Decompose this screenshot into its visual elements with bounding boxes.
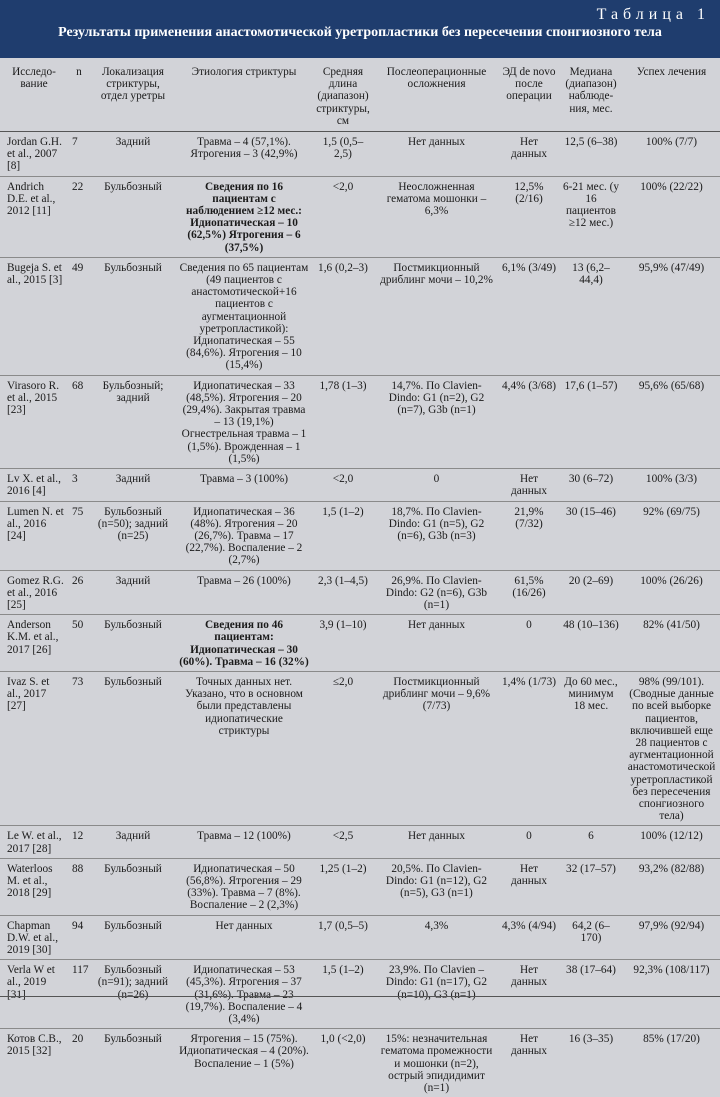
etiology-cell: Идиопатическая – 53 (45,3%). Ятрогения – 37 (31,6%). Травма – 23 (19,7%). Воспаление – 4 (3,4%) xyxy=(176,960,312,1029)
ed-cell: Нет данных xyxy=(499,1029,559,1097)
length-cell: 1,0 (<2,0) xyxy=(312,1029,374,1097)
success-cell: 100% (7/7) xyxy=(645,136,698,149)
etiology-cell: Сведения по 46 пациентам: Идиопатическая – 30 (60%). Травма – 16 (32%) xyxy=(176,615,312,672)
complications-cell: Постмикционный дриблинг мочи – 10,2% xyxy=(374,257,499,375)
success-cell: 98% (99/101). (Сводные данные по всей выборке пациентов, включившей еще 28 пациентов с аугментационной анастомотической уретропластикой без пересечения спонгиозного тела) xyxy=(623,671,720,825)
n-cell: 22 xyxy=(68,176,90,257)
n-cell: 7 xyxy=(72,136,78,149)
col-header-ed: ЭД de novo после операции xyxy=(499,58,559,132)
study-cell: Chapman D.W. et al., 2019 [30] xyxy=(0,915,68,960)
success-cell: 100% (3/3) xyxy=(623,469,720,501)
n-cell: 73 xyxy=(68,671,90,825)
success-cell: 92,3% (108/117) xyxy=(623,960,720,1029)
followup-cell: 32 (17–57) xyxy=(559,858,623,915)
study-cell: Lv X. et al., 2016 [4] xyxy=(0,469,68,501)
success-cell: 100% (26/26) xyxy=(623,570,720,615)
success-cell: 92% (69/75) xyxy=(623,501,720,570)
ed-cell: Нет данных xyxy=(499,858,559,915)
success-cell: 85% (17/20) xyxy=(623,1029,720,1097)
location-cell: Бульбозный xyxy=(90,671,176,825)
table-row xyxy=(0,176,720,257)
study-cell: Waterloos M. et al., 2018 [29] xyxy=(0,858,68,915)
etiology-cell: Травма – 4 (57,1%). Ятрогения – 3 (42,9%) xyxy=(190,136,298,161)
col-header-followup: Медиана (диапазон) наблюде-ния, мес. xyxy=(559,58,623,132)
complications-cell: 26,9%. По Clavien-Dindo: G2 (n=6), G3b (n=1) xyxy=(374,570,499,615)
table-row xyxy=(0,858,720,915)
complications-cell: 23,9%. По Clavien – Dindo: G1 (n=17), G2 (n=10), G3 (n=1) xyxy=(374,960,499,1029)
ed-cell: 61,5% (16/26) xyxy=(499,570,559,615)
table-row xyxy=(0,1029,720,1097)
col-header-study: Исследо-вание xyxy=(0,58,68,132)
n-cell: 94 xyxy=(68,915,90,960)
followup-cell: 17,6 (1–57) xyxy=(559,375,623,468)
complications-cell: 4,3% xyxy=(374,915,499,960)
study-cell: Котов С.В., 2015 [32] xyxy=(0,1029,68,1097)
complications-cell: 0 xyxy=(374,469,499,501)
length-cell: <2,0 xyxy=(312,469,374,501)
etiology-cell: Ятрогения – 15 (75%). Идиопатическая – 4 (20%). Воспаление – 1 (5%) xyxy=(176,1029,312,1097)
success-cell: 93,2% (82/88) xyxy=(623,858,720,915)
length-cell: <2,0 xyxy=(312,176,374,257)
study-cell: Bugeja S. et al., 2015 [3] xyxy=(0,257,68,375)
complications-cell: 20,5%. По Clavien-Dindo: G1 (n=12), G2 (n=5), G3 (n=1) xyxy=(374,858,499,915)
table-row xyxy=(0,671,720,825)
etiology-cell: Травма – 12 (100%) xyxy=(176,826,312,858)
n-cell: 12 xyxy=(68,826,90,858)
followup-cell: 20 (2–69) xyxy=(559,570,623,615)
complications-cell: 14,7%. По Clavien-Dindo: G1 (n=2), G2 (n=7), G3b (n=1) xyxy=(374,375,499,468)
etiology-cell: Травма – 3 (100%) xyxy=(176,469,312,501)
table-row xyxy=(0,960,720,1029)
ed-cell: 1,4% (1/73) xyxy=(499,671,559,825)
etiology-cell: Идиопатическая – 36 (48%). Ятрогения – 20 (26,7%). Травма – 17 (22,7%). Воспаление – 2 (2,7%) xyxy=(176,501,312,570)
length-cell: 1,5 (0,5–2,5) xyxy=(322,136,364,161)
n-cell: 88 xyxy=(68,858,90,915)
length-cell: 1,5 (1–2) xyxy=(312,960,374,1029)
complications-cell: 18,7%. По Clavien-Dindo: G1 (n=5), G2 (n=6), G3b (n=3) xyxy=(374,501,499,570)
complications-cell: Постмикционный дриблинг мочи – 9,6% (7/73) xyxy=(374,671,499,825)
ed-cell: Нет данных xyxy=(499,960,559,1029)
n-cell: 117 xyxy=(68,960,90,1029)
col-header-location: Локализация стриктуры, отдел уретры xyxy=(90,58,176,132)
success-cell: 100% (12/12) xyxy=(623,826,720,858)
ed-cell: Нет данных xyxy=(499,469,559,501)
length-cell: 1,6 (0,2–3) xyxy=(312,257,374,375)
success-cell: 95,6% (65/68) xyxy=(623,375,720,468)
table-bottom-rule xyxy=(0,996,720,997)
n-cell: 75 xyxy=(68,501,90,570)
etiology-cell: Сведения по 65 пациентам (49 пациентов с анастомотической+16 пациентов с аугментационной уретропластикой): Идиопатическая – 55 (84,6%). Ятрогения – 10 (15,4%) xyxy=(176,257,312,375)
location-cell: Бульбозный xyxy=(90,1029,176,1097)
etiology-cell: Нет данных xyxy=(176,915,312,960)
ed-cell: 12,5% (2/16) xyxy=(499,176,559,257)
location-cell: Бульбозный xyxy=(90,915,176,960)
length-cell: ≤2,0 xyxy=(312,671,374,825)
study-cell: Andrich D.E. et al., 2012 [11] xyxy=(0,176,68,257)
followup-cell: До 60 мес., минимум 18 мес. xyxy=(559,671,623,825)
ed-cell: 21,9% (7/32) xyxy=(499,501,559,570)
followup-cell: 48 (10–136) xyxy=(559,615,623,672)
location-cell: Задний xyxy=(90,570,176,615)
length-cell: 1,7 (0,5–5) xyxy=(312,915,374,960)
followup-cell: 30 (6–72) xyxy=(559,469,623,501)
table-row xyxy=(0,469,720,501)
location-cell: Бульбозный (n=50); задний (n=25) xyxy=(90,501,176,570)
complications-cell: Неосложненная гематома мошонки – 6,3% xyxy=(374,176,499,257)
complications-cell: Нет данных xyxy=(407,136,466,149)
length-cell: 1,5 (1–2) xyxy=(312,501,374,570)
followup-cell: 6-21 мес. (у 16 пациентов ≥12 мес.) xyxy=(559,176,623,257)
location-cell: Бульбозный (n=91); задний (n=26) xyxy=(90,960,176,1029)
table-header xyxy=(0,0,720,58)
col-header-complications: Послеоперационные осложнения xyxy=(374,58,499,132)
study-cell: Verla W et al., 2019 [31] xyxy=(0,960,68,1029)
table-label: Таблица 1 xyxy=(596,6,710,23)
success-cell: 97,9% (92/94) xyxy=(623,915,720,960)
etiology-cell: Точных данных нет. Указано, что в основном были представлены идиопатические стриктуры xyxy=(176,671,312,825)
location-cell: Задний xyxy=(90,826,176,858)
n-cell: 20 xyxy=(68,1029,90,1097)
study-cell: Anderson K.M. et al., 2017 [26] xyxy=(0,615,68,672)
col-header-success: Успех лечения xyxy=(623,58,720,132)
table-row xyxy=(0,132,720,177)
col-header-n: n xyxy=(68,58,90,132)
location-cell: Бульбозный xyxy=(90,615,176,672)
etiology-cell: Сведения по 16 пациентам с наблюдением ≥12 мес.: Идиопатическая – 10 (62,5%) Ятрогения – 6 (37,5%) xyxy=(176,176,312,257)
complications-cell: 15%: незначительная гематома промежности и мошонки (n=2), острый эпидидимит (n=1) xyxy=(374,1029,499,1097)
table-row xyxy=(0,826,720,858)
complications-cell: Нет данных xyxy=(374,826,499,858)
results-table xyxy=(0,58,720,1097)
success-cell: 82% (41/50) xyxy=(623,615,720,672)
success-cell: 95,9% (47/49) xyxy=(623,257,720,375)
col-header-length: Средняя длина (диапазон) стриктуры, см xyxy=(312,58,374,132)
col-header-etiology: Этиология стриктуры xyxy=(176,58,312,132)
table-row xyxy=(0,375,720,468)
table-row xyxy=(0,501,720,570)
n-cell: 26 xyxy=(68,570,90,615)
table-row xyxy=(0,915,720,960)
table-title: Результаты применения анастомотической уретропластики без пересечения спонгиозного тела xyxy=(58,25,662,40)
ed-cell: 4,3% (4/94) xyxy=(499,915,559,960)
n-cell: 49 xyxy=(68,257,90,375)
n-cell: 68 xyxy=(68,375,90,468)
study-cell: Lumen N. et al., 2016 [24] xyxy=(0,501,68,570)
length-cell: 2,3 (1–4,5) xyxy=(312,570,374,615)
n-cell: 50 xyxy=(68,615,90,672)
ed-cell: 0 xyxy=(499,615,559,672)
location-cell: Бульбозный xyxy=(90,858,176,915)
length-cell: 1,78 (1–3) xyxy=(312,375,374,468)
length-cell: <2,5 xyxy=(312,826,374,858)
followup-cell: 12,5 (6–38) xyxy=(564,136,618,149)
location-cell: Бульбозный xyxy=(90,257,176,375)
table-row xyxy=(0,257,720,375)
table-body xyxy=(0,132,720,1097)
study-cell: Gomez R.G. et al., 2016 [25] xyxy=(0,570,68,615)
ed-cell: 4,4% (3/68) xyxy=(499,375,559,468)
followup-cell: 64,2 (6–170) xyxy=(559,915,623,960)
complications-cell: Нет данных xyxy=(374,615,499,672)
location-cell: Бульбозный; задний xyxy=(90,375,176,468)
ed-cell: Нет данных xyxy=(510,136,548,161)
table-row xyxy=(0,570,720,615)
followup-cell: 38 (17–64) xyxy=(559,960,623,1029)
study-cell: Jordan G.H. et al., 2007 [8] xyxy=(7,136,62,173)
ed-cell: 6,1% (3/49) xyxy=(499,257,559,375)
followup-cell: 6 xyxy=(559,826,623,858)
followup-cell: 13 (6,2–44,4) xyxy=(559,257,623,375)
etiology-cell: Травма – 26 (100%) xyxy=(176,570,312,615)
ed-cell: 0 xyxy=(499,826,559,858)
column-header-row xyxy=(0,58,720,132)
followup-cell: 16 (3–35) xyxy=(559,1029,623,1097)
study-cell: Le W. et al., 2017 [28] xyxy=(0,826,68,858)
length-cell: 3,9 (1–10) xyxy=(312,615,374,672)
followup-cell: 30 (15–46) xyxy=(559,501,623,570)
etiology-cell: Идиопатическая – 33 (48,5%). Ятрогения – 20 (29,4%). Закрытая травма – 13 (19,1%) Огнестрельная травма – 1 (1,5%). Врожденная – 1 (1,5%) xyxy=(176,375,312,468)
study-cell: Virasoro R. et al., 2015 [23] xyxy=(0,375,68,468)
n-cell: 3 xyxy=(68,469,90,501)
study-cell: Ivaz S. et al., 2017 [27] xyxy=(0,671,68,825)
length-cell: 1,25 (1–2) xyxy=(312,858,374,915)
etiology-cell: Идиопатическая – 50 (56,8%). Ятрогения – 29 (33%). Травма – 7 (8%). Воспаление – 2 (2,3%) xyxy=(176,858,312,915)
success-cell: 100% (22/22) xyxy=(623,176,720,257)
location-cell: Задний xyxy=(90,469,176,501)
location-cell: Бульбозный xyxy=(90,176,176,257)
location-cell: Задний xyxy=(115,136,151,149)
table-row xyxy=(0,615,720,672)
